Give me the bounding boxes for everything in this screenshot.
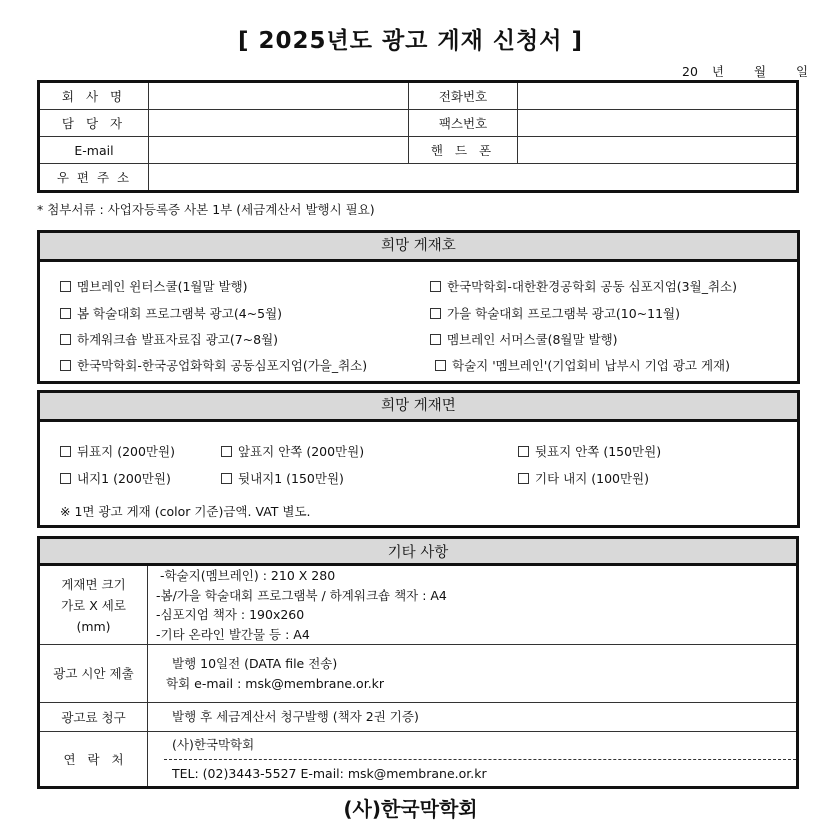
issue-option[interactable]: 가을 학술대회 프로그램북 광고(10~11월) [430,304,680,322]
issue-option[interactable]: 한국막학회-대한환경공학회 공동 심포지엄(3월_취소) [430,277,737,295]
date-day-unit: 일 [796,64,809,79]
checkbox[interactable] [435,360,446,371]
issue-option[interactable]: 봄 학술대회 프로그램북 광고(4~5월) [60,304,282,322]
email-label: E-mail [39,137,149,164]
submit-details: 발행 10일전 (DATA file 전송) 학회 e-mail : msk@membrane.or.kr [148,645,798,703]
checkbox[interactable] [60,360,71,371]
date-year-unit: 년 [711,64,724,79]
page-option[interactable]: 뒷표지 안쪽 (150만원) [518,442,661,460]
checkbox[interactable] [430,281,441,292]
page-option[interactable]: 앞표지 안쪽 (200만원) [221,442,364,460]
page-position-heading: 희망 게재면 [40,393,797,422]
checkbox[interactable] [221,473,232,484]
checkbox[interactable] [430,308,441,319]
contact-details [148,732,798,788]
contact-label: 연 락 처 [39,732,148,788]
applicant-info-table [37,80,799,193]
checkbox[interactable] [60,446,71,457]
checkbox[interactable] [518,446,529,457]
page-option[interactable]: 기타 내지 (100만원) [518,469,649,487]
misc-heading: 기타 사항 [39,538,798,565]
pricing-note: ※ 1면 광고 게재 (color 기준)금액. VAT 별도. [60,504,311,519]
checkbox[interactable] [60,281,71,292]
issue-option[interactable]: 학술지 '멤브레인'(기업회비 납부시 기업 광고 게재) [435,356,730,374]
address-field[interactable] [149,164,798,192]
address-label: 우 편 주 소 [39,164,149,192]
issue-option[interactable]: 멤브레인 윈터스쿨(1월말 발행) [60,277,248,295]
mobile-field[interactable] [518,137,798,164]
dashed-divider [164,759,796,760]
page-option[interactable]: 뒤표지 (200만원) [60,442,175,460]
company-label: 회 사 명 [39,82,149,110]
size-details: -학술지(멤브레인) : 210 X 280 -봄/가을 학술대회 프로그램북 / 하계워크숍 책자 : A4 -심포지엄 책자 : 190x260 -기타 온라인 발간물 등 : A4 [148,565,798,645]
checkbox[interactable] [518,473,529,484]
checkbox[interactable] [60,473,71,484]
issue-section [37,230,800,384]
phone-label: 전화번호 [409,82,518,110]
date-line [682,62,808,80]
billing-label: 광고료 청구 [39,703,148,732]
checkbox[interactable] [221,446,232,457]
contact-info: TEL: (02)3443-5527 E-mail: msk@membrane.or.kr [172,765,487,781]
mobile-label: 핸 드 폰 [409,137,518,164]
date-month-unit: 월 [753,64,767,79]
submit-label: 광고 시안 제출 [39,645,148,703]
email-field[interactable] [149,137,409,164]
issue-option[interactable]: 한국막학회-한국공업화학회 공동심포지엄(가을_취소) [60,356,367,374]
attachment-note: * 첨부서류 : 사업자등록증 사본 1부 (세금계산서 발행시 필요) [37,202,375,217]
phone-field[interactable] [518,82,798,110]
footer-org: (사)한국막학회 [343,797,478,821]
contact-person-field[interactable] [149,110,409,137]
contact-person-label: 담 당 자 [39,110,149,137]
page-position-section [37,390,800,528]
issue-option[interactable]: 하계워크숍 발표자료집 광고(7~8월) [60,330,278,348]
fax-label: 팩스번호 [409,110,518,137]
billing-details: 발행 후 세금계산서 청구발행 (책자 2권 기증) [148,703,798,732]
checkbox[interactable] [60,334,71,345]
date-year[interactable]: 20 [682,64,698,79]
checkbox[interactable] [430,334,441,345]
page-option[interactable]: 내지1 (200만원) [60,469,171,487]
size-label: 게재면 크기 가로 X 세로 (mm) [39,565,148,645]
misc-table [37,536,799,789]
checkbox[interactable] [60,308,71,319]
contact-org: (사)한국막학회 [172,736,255,752]
fax-field[interactable] [518,110,798,137]
issue-option[interactable]: 멤브레인 서머스쿨(8월말 발행) [430,330,618,348]
page-title: [ 2025년도 광고 게재 신청서 ] [237,28,584,54]
company-field[interactable] [149,82,409,110]
issue-section-heading: 희망 게재호 [40,233,797,262]
page-option[interactable]: 뒷내지1 (150만원) [221,469,344,487]
